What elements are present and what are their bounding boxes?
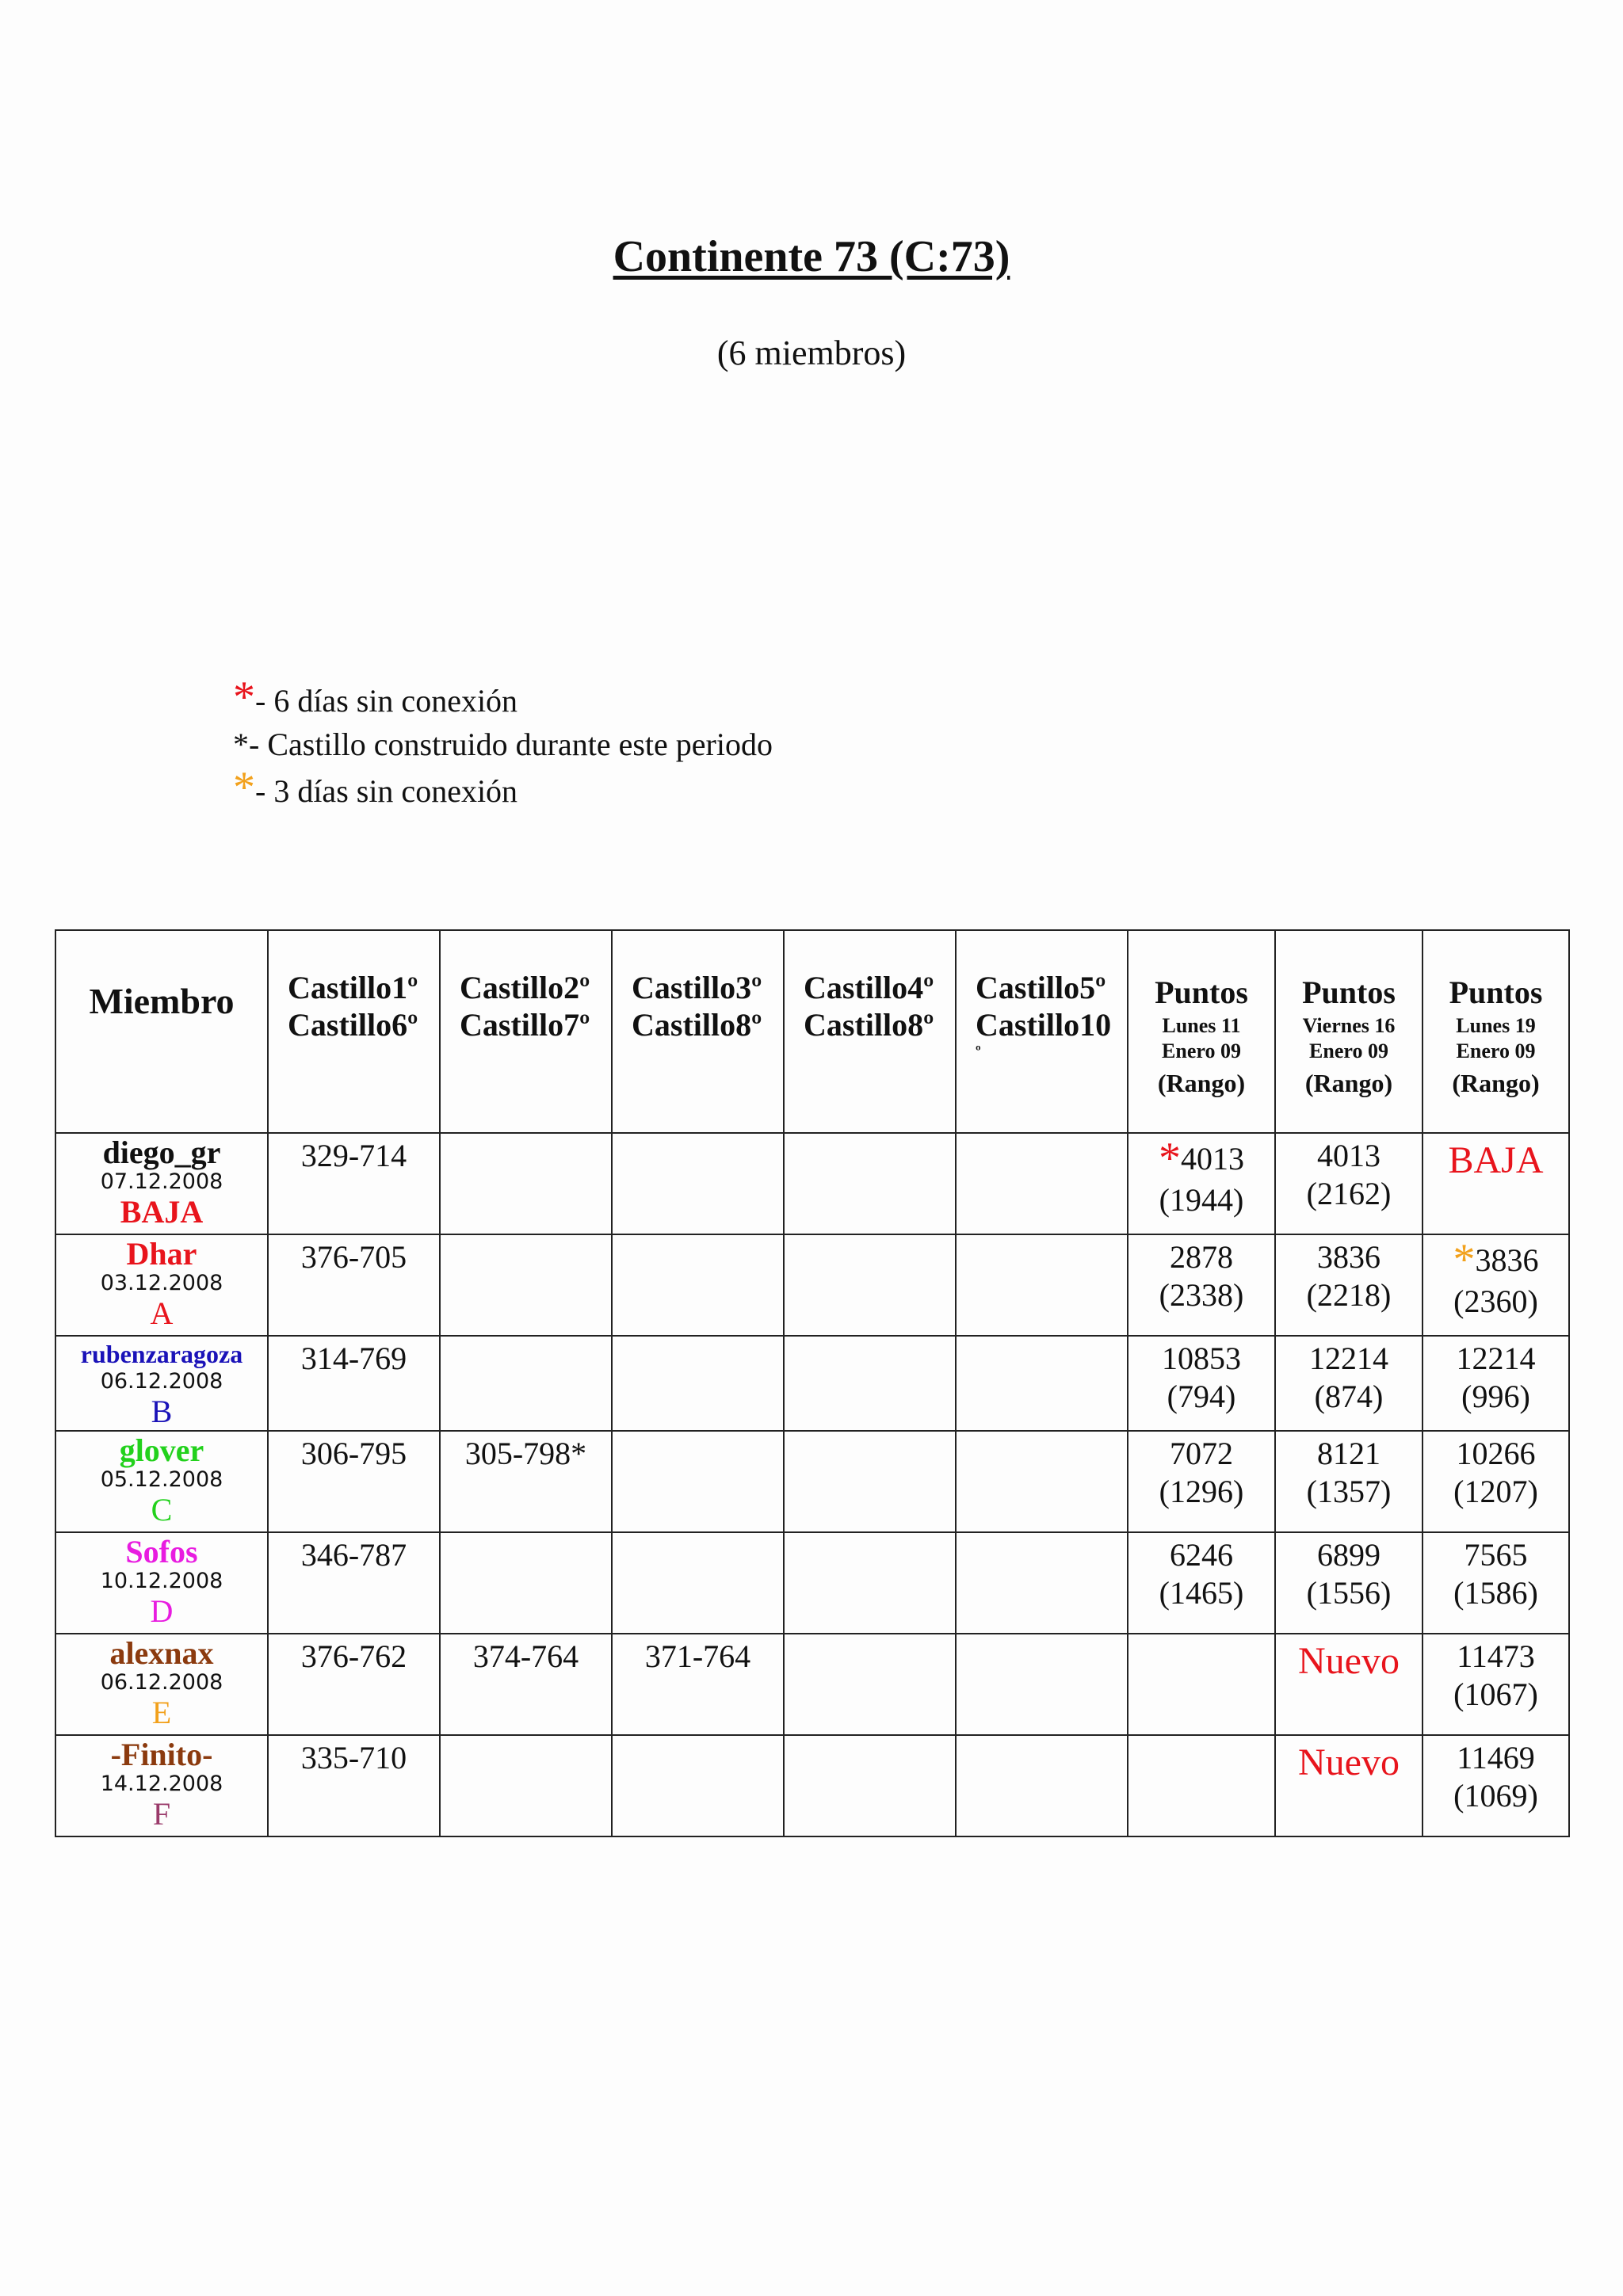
table-row — [55, 1431, 1569, 1532]
member-name: -Finito- — [110, 1737, 213, 1772]
points-header-day: Lunes 11 — [1162, 1014, 1241, 1037]
points-cell — [1423, 1336, 1569, 1431]
member-name: glover — [119, 1432, 204, 1468]
castle-coordinates-cell — [440, 1735, 612, 1836]
points-cell — [1423, 1532, 1569, 1634]
points-value-line — [1128, 1340, 1274, 1378]
castle-coordinates-cell — [440, 1234, 612, 1336]
column-header-castles-3 — [612, 930, 784, 1133]
member-join-date: 06.12.2008 — [100, 1369, 223, 1394]
castle-coordinates-cell — [612, 1735, 784, 1836]
castle-coordinates-cell — [784, 1634, 956, 1735]
points-value: 12214 — [1309, 1341, 1388, 1376]
points-header-day: Lunes 19 — [1456, 1014, 1536, 1037]
points-header-month: Enero 09 — [1162, 1039, 1241, 1062]
points-value: 3836 — [1317, 1239, 1381, 1275]
points-value: 8121 — [1317, 1436, 1381, 1471]
castle-header-line2: Castillo10 — [976, 1007, 1112, 1043]
table-row — [55, 1234, 1569, 1336]
castle-header-tail: º — [976, 1043, 981, 1060]
castle-coordinates-cell — [612, 1133, 784, 1234]
castle-header-line1: Castillo4º — [804, 970, 934, 1005]
points-value: 10853 — [1162, 1341, 1241, 1376]
points-value-line — [1276, 1137, 1422, 1175]
castle-coordinates-cell: 335-710 — [268, 1735, 440, 1836]
legend-item-offline-3 — [233, 763, 773, 818]
member-join-date: 05.12.2008 — [100, 1467, 223, 1492]
points-rank: (1465) — [1159, 1575, 1244, 1611]
points-header-month: Enero 09 — [1456, 1039, 1536, 1062]
points-value: 11469 — [1457, 1740, 1535, 1775]
castle-coordinates-cell — [440, 1133, 612, 1234]
points-value: 7565 — [1464, 1537, 1528, 1573]
member-cell — [55, 1431, 268, 1532]
castle-coordinates-cell — [612, 1336, 784, 1431]
asterisk-icon: * — [1453, 1235, 1476, 1284]
points-cell — [1423, 1234, 1569, 1336]
legend-item-castle-built — [233, 729, 773, 772]
column-header-castles-1 — [268, 930, 440, 1133]
member-cell — [55, 1336, 268, 1431]
castle-coordinates-cell: 376-762 — [268, 1634, 440, 1735]
points-cell — [1423, 1133, 1569, 1234]
points-header-title: Puntos — [1302, 974, 1396, 1010]
points-header-month: Enero 09 — [1309, 1039, 1388, 1062]
asterisk-icon: * — [1159, 1134, 1181, 1183]
points-rank: (1067) — [1453, 1676, 1538, 1712]
red-asterisk-icon: * — [233, 673, 255, 722]
castle-coordinates-cell — [784, 1336, 956, 1431]
points-value-line — [1276, 1340, 1422, 1378]
points-cell — [1423, 1634, 1569, 1735]
table-header-row — [55, 930, 1569, 1133]
castle-coordinates-cell: 329-714 — [268, 1133, 440, 1234]
column-header-member: Miembro — [55, 930, 268, 1133]
castle-coordinates-cell — [784, 1234, 956, 1336]
castle-coordinates-cell — [612, 1532, 784, 1634]
castle-coordinates-cell: 376-705 — [268, 1234, 440, 1336]
points-cell — [1128, 1431, 1275, 1532]
points-value: 4013 — [1317, 1138, 1381, 1173]
column-header-castles-4 — [784, 930, 956, 1133]
points-rank: (794) — [1167, 1379, 1236, 1414]
points-cell — [1128, 1234, 1275, 1336]
castle-coordinates-cell — [440, 1532, 612, 1634]
member-count: (6 miembros) — [716, 334, 907, 372]
member-status: BAJA — [120, 1194, 204, 1230]
points-cell — [1275, 1336, 1423, 1431]
points-cell — [1128, 1634, 1275, 1735]
table-row — [55, 1735, 1569, 1836]
points-value-line — [1423, 1536, 1568, 1574]
members-table — [55, 929, 1570, 1837]
points-value-line — [1128, 1536, 1274, 1574]
castle-coordinates-cell — [956, 1336, 1128, 1431]
page-title: Continente 73 (C:73) — [613, 232, 1010, 281]
points-rank: (2162) — [1306, 1176, 1392, 1211]
points-value: 6899 — [1317, 1537, 1381, 1573]
points-rank: (2218) — [1306, 1277, 1392, 1313]
points-value-line — [1276, 1536, 1422, 1574]
points-value-line — [1423, 1435, 1568, 1473]
points-cell — [1275, 1532, 1423, 1634]
castle-header-line1: Castillo1º — [288, 970, 418, 1005]
member-cell — [55, 1234, 268, 1336]
column-header-points-1 — [1128, 930, 1275, 1133]
points-value-line — [1276, 1435, 1422, 1473]
points-rank: (1357) — [1306, 1474, 1392, 1509]
legend — [233, 673, 773, 818]
castle-coordinates-cell — [956, 1532, 1128, 1634]
castle-coordinates-cell — [956, 1634, 1128, 1735]
castle-coordinates-cell: 371-764 — [612, 1634, 784, 1735]
castle-header-line2: Castillo7º — [460, 1007, 590, 1043]
castle-coordinates-cell: 346-787 — [268, 1532, 440, 1634]
castle-coordinates-cell — [956, 1735, 1128, 1836]
castle-coordinates-cell: 305-798* — [440, 1431, 612, 1532]
points-value-line — [1423, 1638, 1568, 1676]
orange-asterisk-icon: * — [233, 763, 255, 812]
points-rank: (874) — [1314, 1379, 1384, 1414]
column-header-castles-5 — [956, 930, 1128, 1133]
points-cell — [1128, 1336, 1275, 1431]
points-cell — [1275, 1735, 1423, 1836]
points-flag: Nuevo — [1298, 1640, 1400, 1682]
points-rank: (1296) — [1159, 1474, 1244, 1509]
castle-coordinates-cell — [956, 1133, 1128, 1234]
member-name: rubenzaragoza — [80, 1340, 243, 1368]
member-name: Sofos — [125, 1534, 198, 1569]
points-value-line — [1423, 1340, 1568, 1378]
points-rank: (1069) — [1453, 1778, 1538, 1814]
castle-header-line2: Castillo6º — [288, 1007, 418, 1043]
points-cell — [1128, 1133, 1275, 1234]
castle-coordinates-cell: 374-764 — [440, 1634, 612, 1735]
points-cell — [1423, 1735, 1569, 1836]
member-join-date: 10.12.2008 — [100, 1569, 223, 1593]
points-flag: Nuevo — [1298, 1741, 1400, 1783]
points-header-rank: (Rango) — [1452, 1069, 1540, 1097]
points-value: 6246 — [1170, 1537, 1233, 1573]
points-value-line — [1128, 1238, 1274, 1276]
points-cell — [1275, 1634, 1423, 1735]
points-value-line — [1128, 1134, 1274, 1183]
column-header-castles-2 — [440, 930, 612, 1133]
castle-coordinates-cell — [612, 1234, 784, 1336]
points-cell — [1275, 1431, 1423, 1532]
castle-coordinates-cell: 306-795 — [268, 1431, 440, 1532]
table-row — [55, 1532, 1569, 1634]
castle-header-line1: Castillo5º — [976, 970, 1106, 1005]
table-row — [55, 1133, 1569, 1234]
points-value-line — [1128, 1435, 1274, 1473]
castle-coordinates-cell — [956, 1234, 1128, 1336]
legend-text: - Castillo construido durante este periodo — [249, 727, 773, 762]
member-join-date: 03.12.2008 — [100, 1271, 223, 1295]
table-body — [55, 1133, 1569, 1836]
points-cell — [1128, 1735, 1275, 1836]
castle-coordinates-cell — [784, 1133, 956, 1234]
castle-coordinates-cell — [612, 1431, 784, 1532]
member-cell — [55, 1735, 268, 1836]
points-header-title: Puntos — [1155, 974, 1248, 1010]
member-status: C — [151, 1492, 173, 1527]
member-name: Dhar — [126, 1236, 197, 1272]
castle-header-line2: Castillo8º — [804, 1007, 934, 1043]
member-status: A — [150, 1295, 174, 1331]
castle-coordinates-cell — [956, 1431, 1128, 1532]
points-value: 7072 — [1170, 1436, 1233, 1471]
points-header-rank: (Rango) — [1304, 1069, 1393, 1097]
points-value-line — [1423, 1739, 1568, 1777]
points-rank: (2360) — [1453, 1283, 1538, 1319]
member-cell — [55, 1634, 268, 1735]
castle-coordinates-cell — [784, 1735, 956, 1836]
member-join-date: 07.12.2008 — [100, 1169, 223, 1194]
points-rank: (1207) — [1453, 1474, 1538, 1509]
points-rank: (1944) — [1159, 1182, 1244, 1218]
points-rank: (1586) — [1453, 1575, 1538, 1611]
table-row — [55, 1336, 1569, 1431]
points-rank: (1556) — [1306, 1575, 1392, 1611]
points-header-title: Puntos — [1449, 974, 1543, 1010]
points-header-day: Viernes 16 — [1302, 1014, 1396, 1037]
member-join-date: 06.12.2008 — [100, 1670, 223, 1695]
castle-coordinates-cell — [784, 1532, 956, 1634]
legend-text: - 6 días sin conexión — [255, 683, 518, 719]
member-cell — [55, 1133, 268, 1234]
black-asterisk-icon: * — [233, 727, 249, 762]
points-flag: BAJA — [1448, 1139, 1544, 1181]
legend-item-offline-6 — [233, 673, 773, 729]
castle-coordinates-cell — [440, 1336, 612, 1431]
points-value: 12214 — [1456, 1341, 1536, 1376]
points-value-line — [1423, 1235, 1568, 1284]
member-status: E — [151, 1695, 172, 1730]
member-join-date: 14.12.2008 — [100, 1772, 223, 1796]
castle-header-line2: Castillo8º — [632, 1007, 762, 1043]
points-cell — [1275, 1133, 1423, 1234]
points-value: 10266 — [1456, 1436, 1536, 1471]
castle-coordinates-cell — [784, 1431, 956, 1532]
member-cell — [55, 1532, 268, 1634]
member-name: diego_gr — [102, 1135, 221, 1170]
points-cell — [1423, 1431, 1569, 1532]
castle-header-line1: Castillo3º — [632, 970, 762, 1005]
points-rank: (2338) — [1159, 1277, 1244, 1313]
member-status: B — [151, 1394, 173, 1429]
points-value-line — [1276, 1238, 1422, 1276]
points-cell — [1275, 1234, 1423, 1336]
table-row — [55, 1634, 1569, 1735]
points-rank: (996) — [1461, 1379, 1530, 1414]
member-status: F — [152, 1796, 171, 1832]
points-value: 2878 — [1170, 1239, 1233, 1275]
castle-header-line1: Castillo2º — [460, 970, 590, 1005]
column-header-points-2 — [1275, 930, 1423, 1133]
legend-text: - 3 días sin conexión — [255, 773, 518, 809]
column-header-points-3 — [1423, 930, 1569, 1133]
member-status: D — [150, 1593, 174, 1629]
member-name: alexnax — [109, 1635, 214, 1671]
points-value: 3836 — [1475, 1242, 1539, 1278]
points-cell — [1128, 1532, 1275, 1634]
points-value: 4013 — [1181, 1141, 1244, 1177]
castle-coordinates-cell: 314-769 — [268, 1336, 440, 1431]
points-value: 11473 — [1457, 1638, 1535, 1674]
points-header-rank: (Rango) — [1157, 1069, 1246, 1097]
